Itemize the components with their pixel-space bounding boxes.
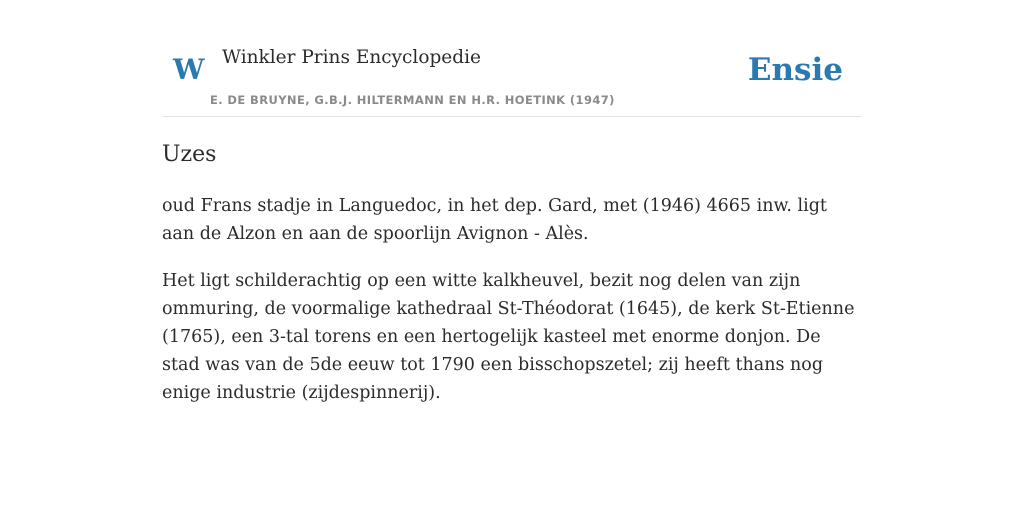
entry-paragraph: oud Frans stadje in Languedoc, in het dep. Gard, met (1946) 4665 inw. ligt aan de Alzon en aan de spoorlijn Avignon - Alès. bbox=[162, 196, 827, 244]
entry-title: Uzes bbox=[162, 142, 217, 167]
source-header bbox=[162, 0, 862, 117]
entry-body bbox=[162, 192, 862, 426]
source-title[interactable]: Winkler Prins Encyclopedie bbox=[222, 47, 481, 68]
source-logo[interactable]: W bbox=[173, 53, 205, 86]
page bbox=[162, 0, 862, 512]
source-authors: E. DE BRUYNE, G.B.J. HILTERMANN EN H.R. HOETINK (1947) bbox=[210, 93, 615, 107]
entry-paragraph: Het ligt schilderachtig op een witte kalkheuvel, bezit nog delen van zijn ommuring, de voormalige kathedraal St-Théodorat (1645), de kerk St-Etienne (1765), een 3-tal torens en een hertogelijk kasteel met enorme donjon. De stad was van de 5de eeuw tot 1790 een bisschopszetel; zij heeft thans nog enige industrie (zijdespinnerij). bbox=[162, 271, 855, 403]
brand-logo[interactable]: Ensie bbox=[747, 52, 843, 88]
